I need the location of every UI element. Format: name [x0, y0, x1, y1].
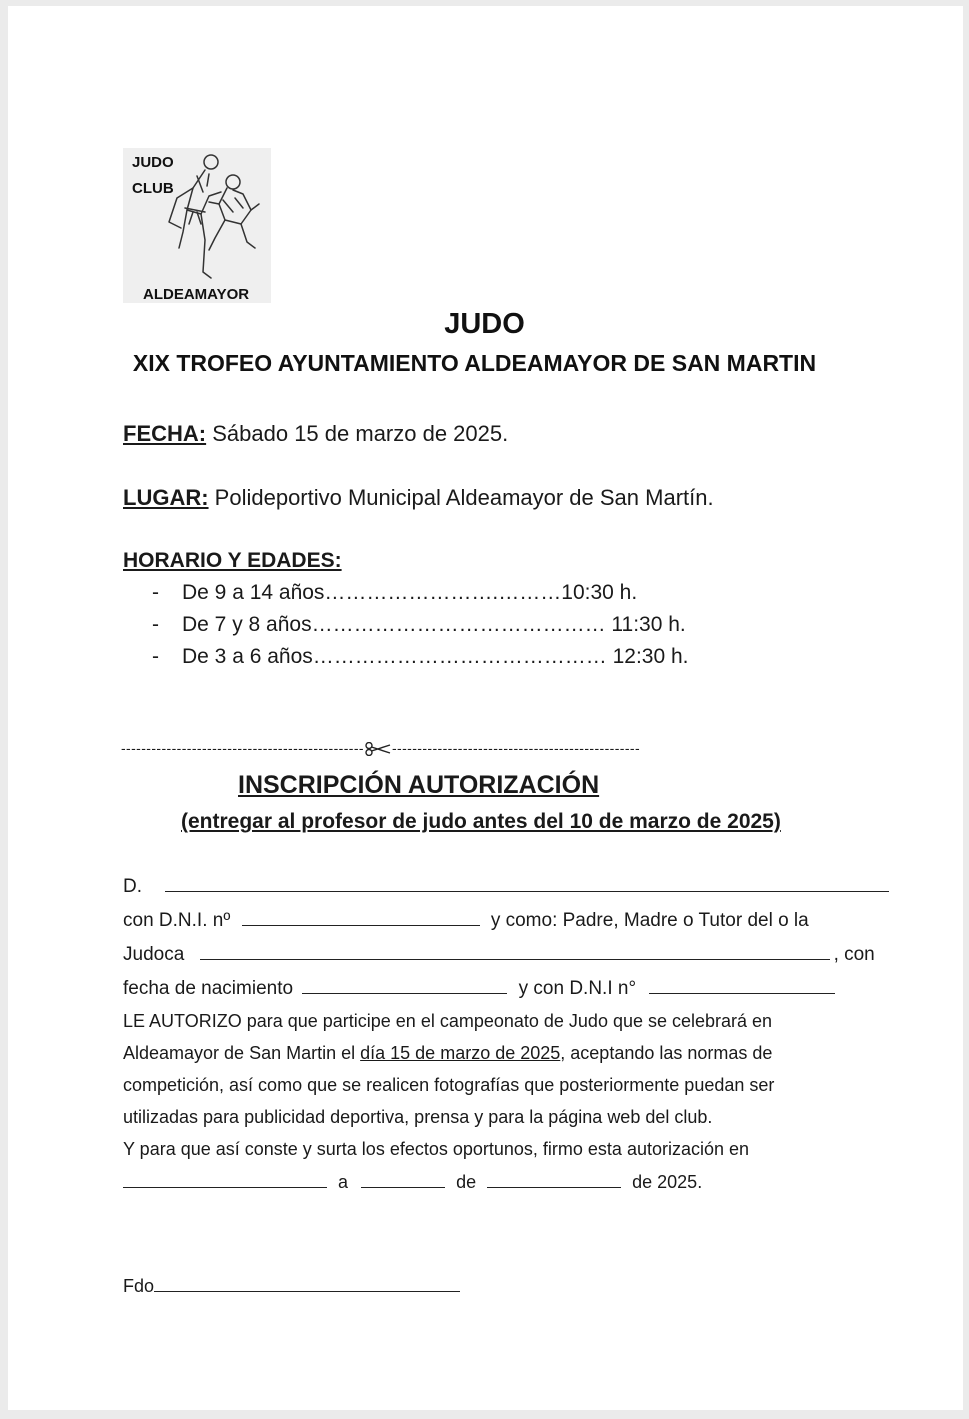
form-row-name: D. [123, 875, 889, 898]
paragraph-line: competición, así como que se realicen fotografías que posteriormente puedan ser [123, 1075, 775, 1095]
judo-throw-icon [163, 152, 263, 286]
fecha-value: Sábado 15 de marzo de 2025. [212, 421, 509, 446]
lugar-row [123, 485, 714, 511]
place-blank[interactable] [123, 1171, 327, 1188]
lugar-value: Polideportivo Municipal Aldeamayor de San Martín. [214, 485, 714, 510]
judoca-blank[interactable] [200, 943, 830, 960]
form-row-judoca: Judoca , con [123, 944, 875, 965]
name-blank[interactable] [165, 875, 889, 892]
scissors-icon [364, 742, 392, 756]
logo-line-judo: JUDO [132, 154, 174, 171]
form-row-birth: fecha de nacimiento y con D.N.I n° [123, 977, 835, 1000]
paragraph-line: utilizadas para publicidad deportiva, prensa y para la página web del club. [123, 1107, 713, 1127]
cut-line-left: ------------------------------------------------ [121, 740, 364, 756]
paragraph-line: Y para que así conste y surta los efectos oportunos, firmo esta autorización en [123, 1139, 750, 1159]
page-title: JUDO [444, 308, 525, 340]
paragraph-line: LE AUTORIZO para que participe en el campeonato de Judo que se celebrará en [123, 1011, 773, 1031]
signature-blank[interactable] [154, 1275, 460, 1292]
horario-heading: HORARIO Y EDADES: [123, 549, 342, 572]
lugar-label: LUGAR: [123, 485, 209, 510]
form-row-dni: con D.N.I. nº y como: Padre, Madre o Tutor del o la [123, 910, 809, 931]
schedule-row: - De 7 y 8 años…………………………………… 11:30 h. [152, 613, 686, 636]
form-title: INSCRIPCIÓN AUTORIZACIÓN [238, 771, 600, 799]
logo-line-club: CLUB [132, 180, 174, 197]
fecha-row [123, 421, 508, 447]
schedule-row: - De 9 a 14 años…………………….………10:30 h. [152, 581, 638, 604]
day-blank[interactable] [361, 1171, 445, 1188]
birthdate-blank[interactable] [302, 977, 507, 994]
form-row-date: a de de 2025. [123, 1171, 702, 1193]
month-blank[interactable] [487, 1171, 621, 1188]
cut-line-right: ------------------------------------------------- [391, 740, 641, 756]
cut-line [121, 740, 640, 756]
fecha-label: FECHA: [123, 421, 207, 446]
paragraph-line: Aldeamayor de San Martin el día 15 de marzo de 2025, aceptando las normas de [123, 1043, 773, 1063]
dni-blank[interactable] [242, 909, 480, 926]
dni2-blank[interactable] [649, 977, 835, 994]
form-row-signature: Fdo [123, 1275, 460, 1297]
form-note: (entregar al profesor de judo antes del 10 de marzo de 2025) [181, 810, 781, 833]
page-subtitle: XIX TROFEO AYUNTAMIENTO ALDEAMAYOR DE SAN MARTIN [132, 350, 817, 376]
club-logo [123, 148, 271, 303]
schedule-row: - De 3 a 6 años…………………………………… 12:30 h. [152, 645, 689, 668]
logo-line-aldeamayor: ALDEAMAYOR [143, 286, 250, 303]
